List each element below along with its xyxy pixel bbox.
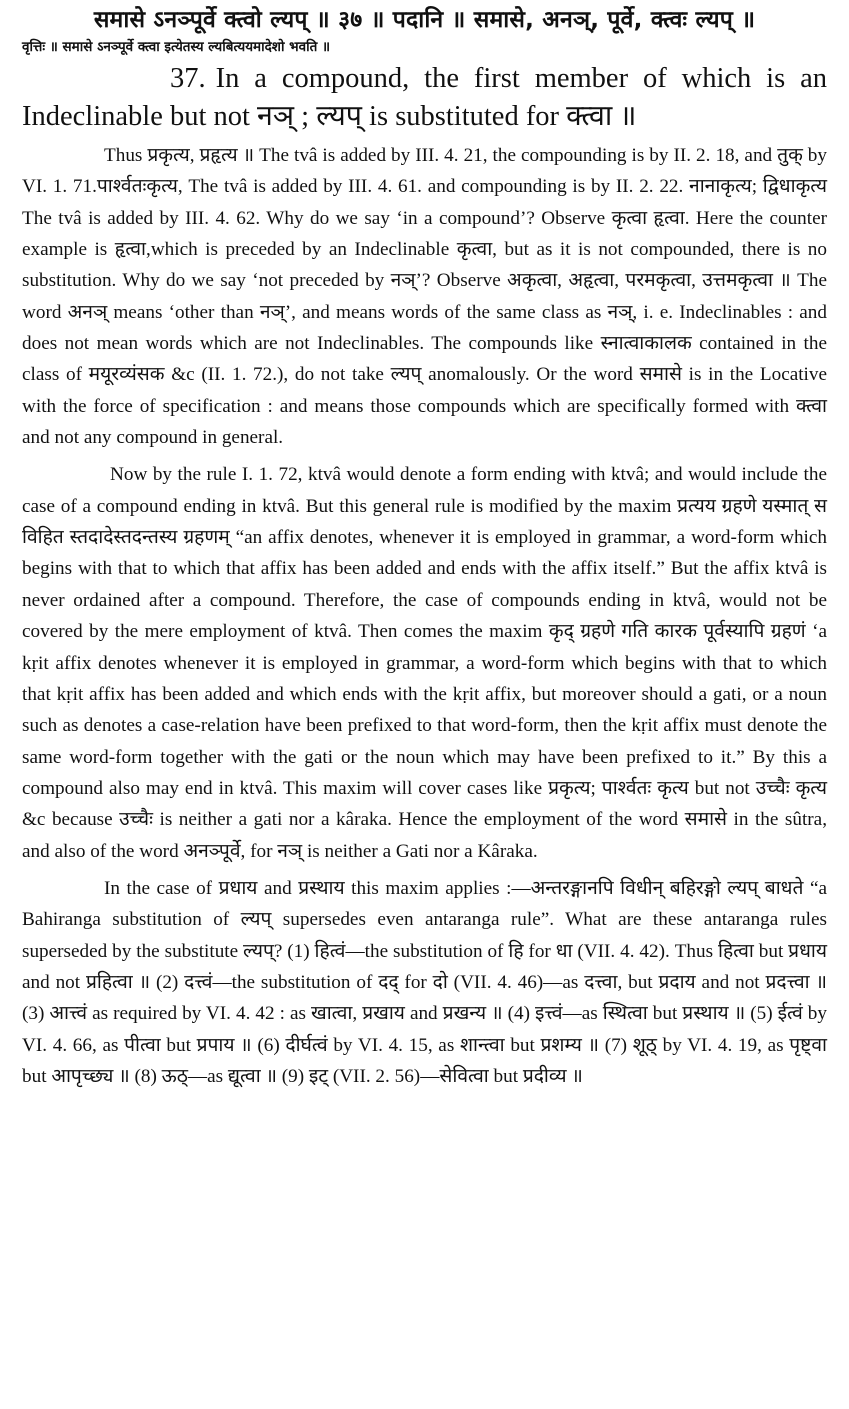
commentary-paragraph-1: Thus प्रकृत्य, प्रहृत्य ॥ The tvâ is added by III. 4. 21, the compounding is by II. 2. 18, and तुक् by VI. 1. 71.पार्श्वतःकृत्य, The tvâ is added by III. 4. 61. and compounding is by II. 2. 22. नानाकृत्य; द्विधाकृत्य The tvâ is added by III. 4. 62. Why do we say ‘in a compound’? Observe कृत्वा हृत्वा. Here the counter example is हृत्वा,which is preceded by an Indeclinable कृत्वा, but as it is not compounded, there is no substitution. Why do we say ‘not preceded by नञ्’? Observe अकृत्वा, अहृत्वा, परमकृत्वा, उत्तमकृत्वा ॥ The word अनञ् means ‘other than नञ्’, and means words of the same class as नञ्, i. e. Indeclinables : and does not mean words which are not Indeclinables. The compounds like स्नात्वाकालक contained in the class of मयूरव्यंसक &c (II. 1. 72.), do not take ल्यप् anomalously. Or the word समासे is in the Locative with the force of specification : and means those compounds which are specifically formed with क्त्वा and not any compound in general. [22,145,827,449]
sutra-line: समासे ऽनञ्पूर्वे क्त्वो ल्यप् ॥ ३७ ॥ पदानि ॥ समासे, अनञ्, पूर्वे, क्त्वः ल्यप् ॥ [93,7,756,33]
vritti-line: वृत्तिः ॥ समासे ऽनञ्पूर्वे क्त्वा इत्येतस्य ल्यबित्ययमादेशो भवति ॥ [22,39,331,55]
sutra-translation-heading [22,60,827,136]
commentary-paragraph-2: Now by the rule I. 1. 72, ktvâ would denote a form ending with ktvâ; and would include the case of a compound ending in ktvâ. But this general rule is modified by the maxim प्रत्यय ग्रहणे यस्मात् स विहित स्तदादेस्तदन्तस्य ग्रहणम् “an affix denotes, whenever it is employed in grammar, a word-form which begins with that to which that affix has been added and ends with the affix itself.” But the affix ktvâ is never ordained after a compound. Therefore, the case of compounds ending in ktvâ, would not be covered by the mere employment of ktvâ. Then comes the maxim कृद् ग्रहणे गति कारक पूर्वस्यापि ग्रहणं ‘a kṛit affix denotes whenever it is employed in grammar, a word-form which begins with that to which that kṛit affix has been added and which ends with the kṛit affix, but moreover should a gati, or a noun such as denotes a case-relation have been prefixed to that word-form, then the kṛit affix must denote the same word-form together with the gati or the noun which may have been prefixed to it.” By this a compound also may end in ktvâ. This maxim will cover cases like प्रकृत्य; पार्श्वतः कृत्य but not उच्चैः कृत्य &c because उच्चैः is neither a gati nor a kâraka. Hence the employment of the word समासे in the sûtra, and also of the word अनञ्पूर्वे, for नञ् is neither a Gati nor a Kâraka. [22,464,827,862]
commentary-paragraph-3: In the case of प्रधाय and प्रस्थाय this maxim applies :—अन्तरङ्गानपि विधीन् बहिरङ्गो ल्यप् बाधते “a Bahiranga substitution of ल्यप् supersedes even antaranga rule”. What are these antaranga rules superseded by the substitute ल्यप्? (1) हित्वं—the substitution of हि for धा (VII. 4. 42). Thus हित्वा but प्रधाय and not प्रहित्वा ॥ (2) दत्त्वं—the substitution of दद् for दो (VII. 4. 46)—as दत्त्वा, but प्रदाय and not प्रदत्त्वा ॥ (3) आत्त्वं as required by VI. 4. 42 : as खात्वा, प्रखाय and प्रखन्य ॥ (4) इत्त्वं—as स्थित्वा but प्रस्थाय ॥ (5) ईत्वं by VI. 4. 66, as पीत्वा but प्रपाय ॥ (6) दीर्घत्वं by VI. 4. 15, as शान्त्वा but प्रशम्य ॥ (7) शूठ् by VI. 4. 19, as पृष्ट्वा but आपृच्छ्य ॥ (8) ऊठ्—as द्यूत्वा ॥ (9) इट् (VII. 2. 56)—सेवित्वा but प्रदीव्य ॥ [22,877,827,1087]
sutra-translation: In a compound, the first member of which is an Indeclinable but not नञ् ; ल्यप् is substituted for क्त्वा ॥ [22,63,827,132]
sutra-number: 37. [170,63,206,94]
